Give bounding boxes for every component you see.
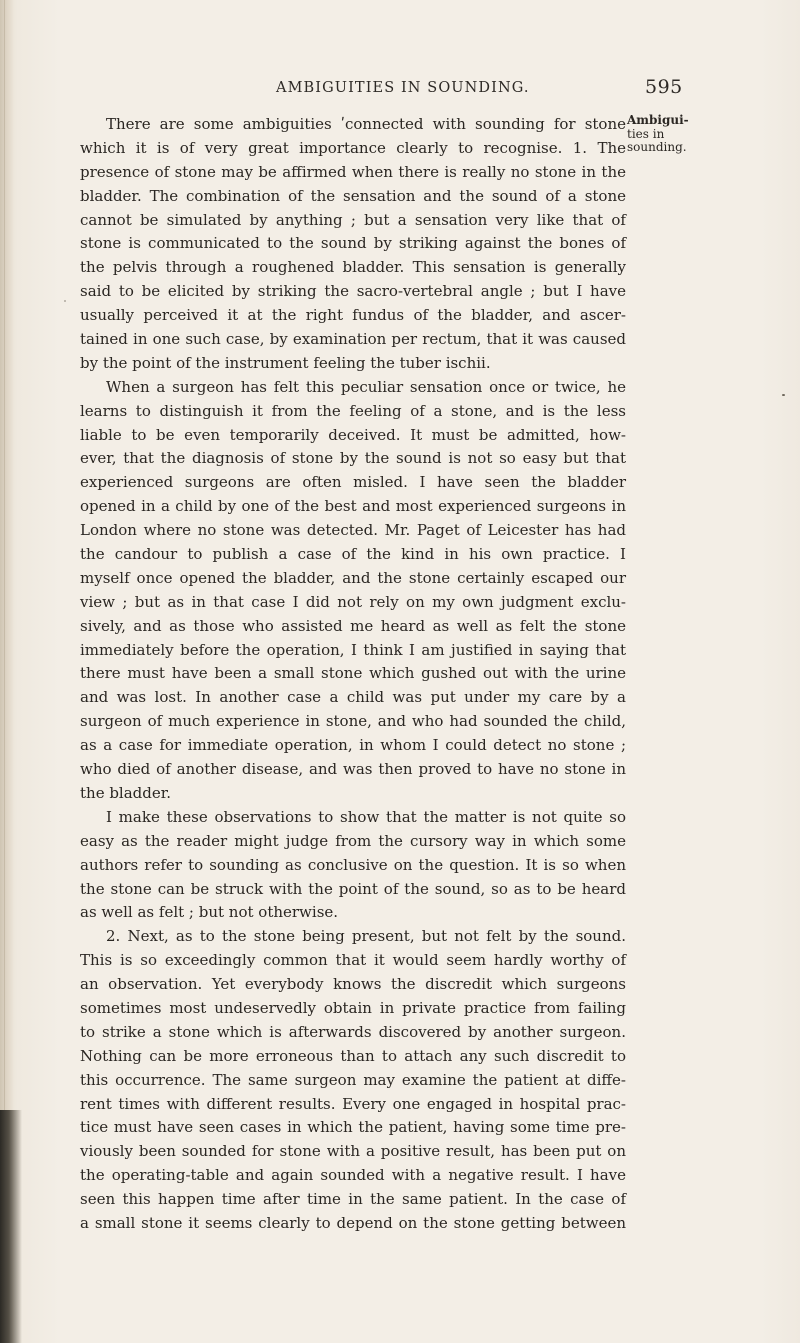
- text-line: the candour to publish a case of the kind in his own practice. I: [80, 545, 626, 564]
- text-line: the pelvis through a roughened bladder. This sensation is generally: [80, 258, 626, 277]
- body-text: [80, 113, 626, 1236]
- text-line: who died of another disease, and was then proved to have no stone in: [80, 760, 626, 779]
- text-line: to strike a stone which is afterwards discovered by another surgeon.: [80, 1022, 626, 1041]
- running-head: [0, 78, 800, 102]
- text-line: tained in one such case, by examination per rectum, that it was caused: [80, 330, 626, 349]
- text-line: tice must have seen cases in which the patient, having some time pre-: [80, 1118, 626, 1137]
- paper-speck: [64, 300, 66, 302]
- text-line: an observation. Yet everybody knows the discredit which surgeons: [80, 975, 626, 994]
- text-line: I make these observations to show that the matter is not quite so: [106, 807, 626, 826]
- text-line: sometimes most undeservedly obtain in private practice from failing: [80, 998, 626, 1017]
- text-line: bladder. The combination of the sensation and the sound of a stone: [80, 186, 626, 205]
- text-line: viously been sounded for stone with a positive result, has been put on: [80, 1142, 626, 1161]
- text-line: the operating-table and again sounded with a negative result. I have: [80, 1166, 626, 1185]
- text-line: the stone can be struck with the point of the sound, so as to be heard: [80, 879, 626, 898]
- text-line: this occurrence. The same surgeon may examine the patient at diffe-: [80, 1070, 626, 1089]
- text-line: as well as felt ; but not otherwise.: [80, 903, 339, 922]
- text-line: seen this happen time after time in the same patient. In the case of: [80, 1190, 626, 1209]
- text-line: authors refer to sounding as conclusive on the question. It is so when: [80, 855, 626, 874]
- text-line: surgeon of much experience in stone, and who had sounded the child,: [80, 712, 626, 731]
- text-line: immediately before the operation, I think I am justified in saying that: [80, 640, 626, 659]
- running-title: AMBIGUITIES IN SOUNDING.: [276, 80, 530, 96]
- text-line: and was lost. In another case a child was put under my care by a: [80, 688, 626, 707]
- marginal-note-line: sounding.: [627, 140, 687, 154]
- text-line: This is so exceedingly common that it would seem hardly worthy of: [80, 951, 626, 970]
- text-line: opened in a child by one of the best and most experienced surgeons in: [80, 497, 626, 516]
- text-line: myself once opened the bladder, and the stone certainly escaped our: [80, 568, 626, 587]
- text-line: sively, and as those who assisted me heard as well as felt the stone: [80, 616, 626, 635]
- text-line: ever, that the diagnosis of stone by the sound is not so easy but that: [80, 449, 626, 468]
- text-line: 2. Next, as to the stone being present, but not felt by the sound.: [106, 927, 626, 946]
- text-line: view ; but as in that case I did not rely on my own judgment exclu-: [80, 592, 626, 611]
- text-line: said to be elicited by striking the sacro-vertebral angle ; but I have: [80, 282, 626, 301]
- text-line: rent times with different results. Every one engaged in hospital prac-: [80, 1094, 626, 1113]
- text-line: presence of stone may be affirmed when there is really no stone in the: [80, 162, 626, 181]
- marginal-note: [627, 114, 701, 155]
- paper-speck: [782, 394, 785, 396]
- text-line: easy as the reader might judge from the cursory way in which some: [80, 831, 626, 850]
- text-line: as a case for immediate operation, in whom I could detect no stone ;: [80, 736, 626, 755]
- text-line: liable to be even temporarily deceived. It must be admitted, how-: [80, 425, 626, 444]
- text-line: which it is of very great importance clearly to recognise. 1. The: [80, 138, 626, 157]
- marginal-note-line: Ambigui-: [627, 113, 689, 127]
- marginal-note-line: ties in: [627, 126, 665, 141]
- text-line: experienced surgeons are often misled. I have seen the bladder: [80, 473, 626, 492]
- page-number: 595: [645, 76, 683, 98]
- text-line: usually perceived it at the right fundus of the bladder, and ascer-: [80, 306, 626, 325]
- text-line: the bladder.: [80, 783, 172, 802]
- text-line: by the point of the instrument feeling the tuber ischii.: [80, 353, 491, 372]
- text-line: There are some ambiguities ʹconnected with sounding for stone: [106, 115, 626, 133]
- text-line: learns to distinguish it from the feeling of a stone, and is the less: [80, 401, 626, 420]
- text-line: a small stone it seems clearly to depend on the stone getting between: [80, 1213, 626, 1232]
- text-line: When a surgeon has felt this peculiar sensation once or twice, he: [106, 377, 626, 396]
- text-line: stone is communicated to the sound by striking against the bones of: [80, 234, 626, 253]
- text-line: London where no stone was detected. Mr. Paget of Leicester has had: [80, 521, 626, 540]
- text-line: there must have been a small stone which gushed out with the urine: [80, 664, 626, 683]
- text-line: Nothing can be more erroneous than to attach any such discredit to: [80, 1046, 626, 1065]
- page-edge-shadow: [0, 1110, 22, 1343]
- text-line: cannot be simulated by anything ; but a sensation very like that of: [80, 210, 626, 229]
